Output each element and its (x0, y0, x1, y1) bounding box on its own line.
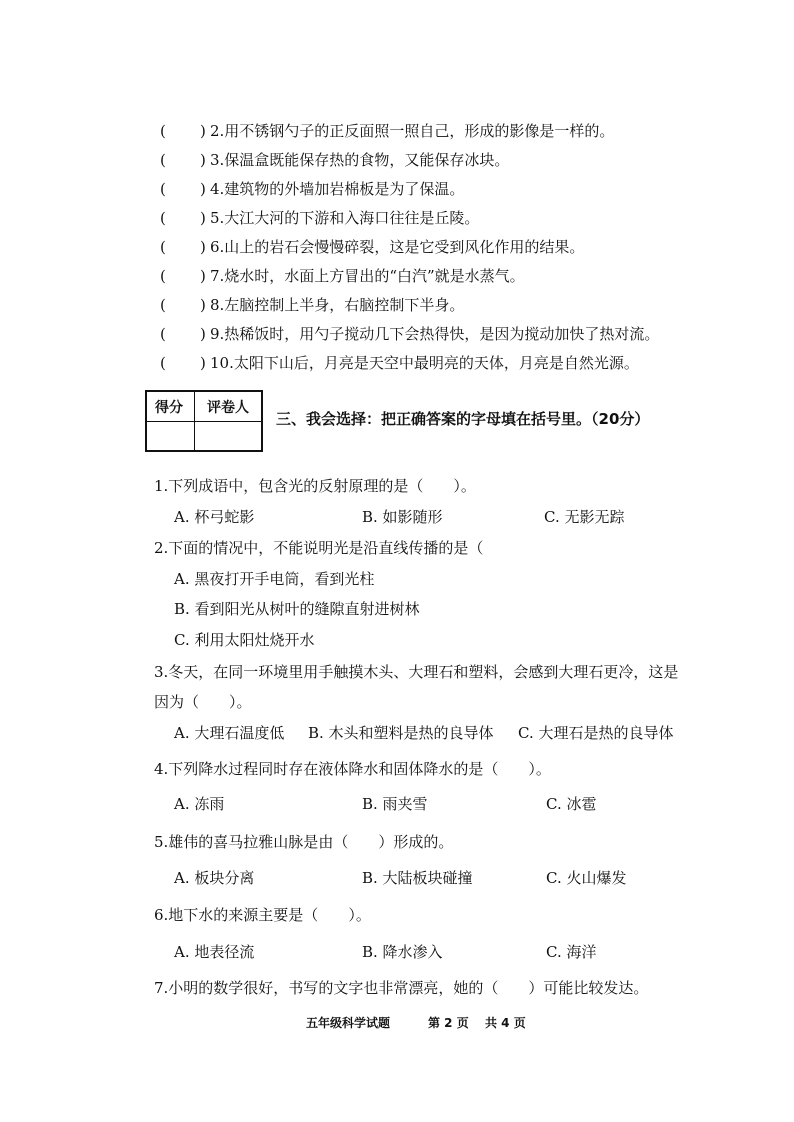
answer-paren-close: ) (200, 325, 206, 343)
answer-paren-close: ) (200, 267, 206, 285)
answer-paren-open[interactable]: ( (160, 238, 166, 256)
option-a[interactable]: A. 板块分离 (174, 869, 255, 887)
tf-item (160, 322, 659, 346)
option-c[interactable]: C. 大理石是热的良导体 (518, 724, 674, 742)
option-b[interactable]: B. 木头和塑料是热的良导体 (308, 724, 494, 742)
option-a[interactable]: A. 大理石温度低 (174, 724, 285, 742)
grader-cell[interactable] (196, 423, 261, 450)
option-a[interactable]: A. 黑夜打开手电筒，看到光柱 (174, 570, 375, 588)
option-c[interactable]: C. 海洋 (546, 943, 597, 961)
answer-paren-close: ) (200, 122, 206, 140)
answer-paren-close: ) (200, 238, 206, 256)
tf-item (160, 206, 479, 230)
option-b[interactable]: B. 大陆板块碰撞 (362, 869, 473, 887)
score-cell[interactable] (147, 423, 193, 450)
tf-item-text: 9.热稀饭时，用勺子搅动几下会热得快，是因为搅动加快了热对流。 (210, 325, 660, 343)
tf-item (160, 351, 639, 375)
option-a[interactable]: A. 杯弓蛇影 (174, 508, 255, 526)
score-table (145, 390, 263, 452)
grader-label: 评卷人 (207, 400, 249, 416)
question-stem: 4.下列降水过程同时存在液体降水和固体降水的是（ ）。 (154, 760, 551, 778)
answer-paren-close: ) (200, 180, 206, 198)
option-c[interactable]: C. 火山爆发 (546, 869, 627, 887)
option-b[interactable]: B. 雨夹雪 (362, 795, 428, 813)
question-stem: 6.地下水的来源主要是（ ）。 (154, 906, 371, 924)
answer-paren-close: ) (200, 296, 206, 314)
answer-paren-open[interactable]: ( (160, 122, 166, 140)
option-b[interactable]: B. 看到阳光从树叶的缝隙直射进树林 (174, 600, 420, 618)
answer-paren-open[interactable]: ( (160, 325, 166, 343)
footer-subject: 五年级科学试题 (306, 1016, 391, 1030)
tf-item (160, 293, 464, 317)
section-title: 三、我会选择：把正确答案的字母填在括号里。（20分） (276, 410, 650, 428)
tf-item-text: 8.左脑控制上半身，右脑控制下半身。 (210, 296, 465, 314)
tf-item-text: 5.大江大河的下游和入海口往往是丘陵。 (210, 209, 480, 227)
tf-item-text: 4.建筑物的外墙加岩棉板是为了保温。 (210, 180, 465, 198)
tf-item-text: 6.山上的岩石会慢慢碎裂，这是它受到风化作用的结果。 (210, 238, 585, 256)
option-a[interactable]: A. 冻雨 (174, 795, 225, 813)
score-label: 得分 (155, 400, 183, 416)
answer-paren-open[interactable]: ( (160, 209, 166, 227)
tf-item (160, 119, 614, 143)
tf-item-text: 7.烧水时，水面上方冒出的“白汽”就是水蒸气。 (210, 267, 525, 285)
tf-item (160, 235, 584, 259)
answer-paren-open[interactable]: ( (160, 267, 166, 285)
option-c[interactable]: C. 无影无踪 (544, 508, 625, 526)
answer-paren-open[interactable]: ( (160, 296, 166, 314)
answer-paren-open[interactable]: ( (160, 151, 166, 169)
answer-paren-close: ) (200, 354, 206, 372)
footer-total-pages: 共 4 页 (485, 1016, 526, 1030)
answer-paren-close: ) (200, 151, 206, 169)
question-stem: 5.雄伟的喜马拉雅山脉是由（ ）形成的。 (154, 833, 454, 851)
question-stem-continued: 因为（ ）。 (154, 693, 252, 711)
tf-item (160, 148, 509, 172)
option-c[interactable]: C. 利用太阳灶烧开水 (174, 631, 315, 649)
question-stem: 2.下面的情况中，不能说明光是沿直线传播的是（ (154, 539, 484, 557)
option-b[interactable]: B. 降水渗入 (362, 943, 443, 961)
tf-item (160, 177, 464, 201)
option-c[interactable]: C. 冰雹 (546, 795, 597, 813)
answer-paren-open[interactable]: ( (160, 180, 166, 198)
question-stem: 1.下列成语中，包含光的反射原理的是（ ）。 (154, 477, 476, 495)
footer-page-number: 第 2 页 (428, 1016, 469, 1030)
question-stem: 3.冬天，在同一环境里用手触摸木头、大理石和塑料，会感到大理石更冷，这是 (154, 663, 679, 681)
option-b[interactable]: B. 如影随形 (362, 508, 443, 526)
question-stem: 7.小明的数学很好，书写的文字也非常漂亮，她的（ ）可能比较发达。 (154, 979, 649, 997)
answer-paren-close: ) (200, 209, 206, 227)
tf-item-text: 2.用不锈钢勺子的正反面照一照自己，形成的影像是一样的。 (210, 122, 615, 140)
tf-item-text: 10.太阳下山后，月亮是天空中最明亮的天体，月亮是自然光源。 (210, 354, 639, 372)
answer-paren-open[interactable]: ( (160, 354, 166, 372)
option-a[interactable]: A. 地表径流 (174, 943, 255, 961)
tf-item (160, 264, 525, 288)
tf-item-text: 3.保温盒既能保存热的食物，又能保存冰块。 (210, 151, 510, 169)
